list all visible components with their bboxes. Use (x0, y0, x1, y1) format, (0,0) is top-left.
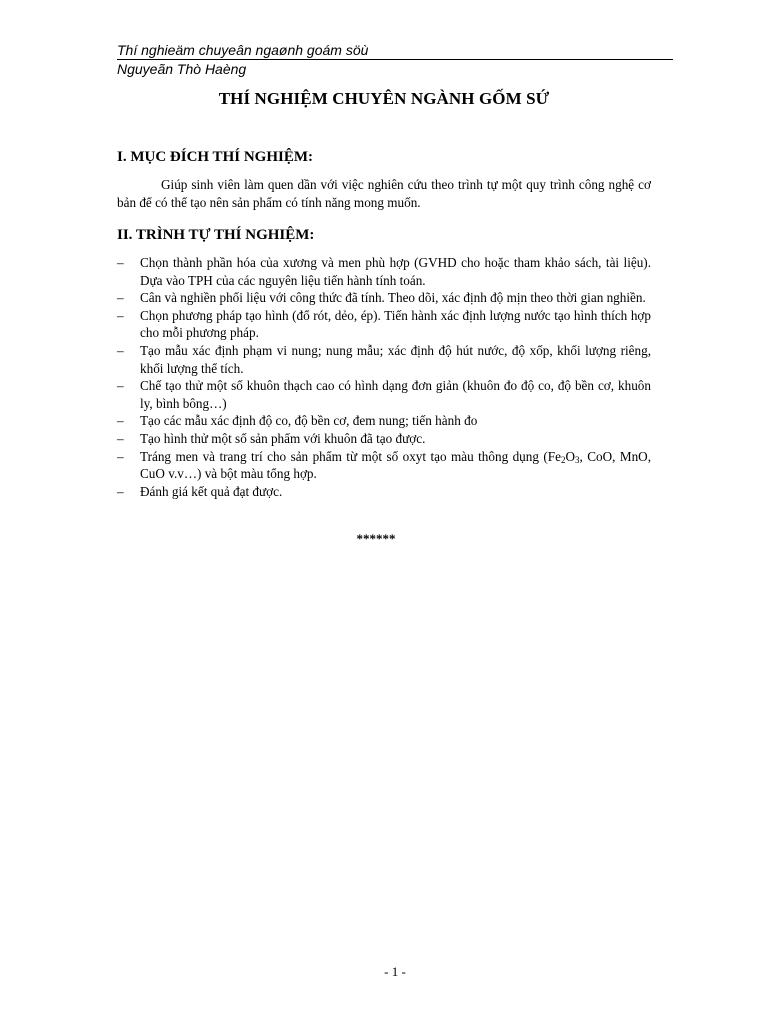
dash-bullet: – (117, 483, 124, 499)
list-item-text: Cân và nghiền phối liệu với công thức đã tính. Theo dõi, xác định độ mịn theo thời gian nghiền. (140, 290, 646, 306)
page-number: - 1 - (384, 964, 406, 979)
list-item-text: Chọn thành phần hóa của xương và men phù hợp (GVHD cho hoặc tham khảo sách, tài liệu). Dựa vào TPH của các nguyên liệu tiến hành tính toán. (140, 255, 651, 288)
dash-bullet: – (117, 448, 124, 464)
list-item (117, 307, 651, 342)
list-item (117, 483, 651, 501)
list-item-text: Tráng men và trang trí cho sản phẩm từ một số oxyt tạo màu thông dụng ($Fe_2O_3$, CoO, MnO, CuO v.v…) và bột màu tổng hợp. (140, 448, 651, 482)
dash-bullet: – (117, 255, 124, 270)
dash-bullet: – (117, 413, 124, 429)
list-item-text: Tạo hình thử một số sản phẩm với khuôn đã tạo được. (140, 430, 426, 446)
list-item-text: Tạo mẫu xác định phạm vi nung; nung mẫu; xác định độ hút nước, độ xốp, khối lượng riêng, khối lượng thể tích. (140, 342, 651, 376)
document-title: THÍ NGHIỆM CHUYÊN NGÀNH GỐM SỨ (218, 89, 550, 108)
list-item (117, 412, 651, 430)
header-course-title: Thí nghieäm chuyeân ngaønh goám söù (117, 42, 673, 60)
section-heading-procedure: II. TRÌNH TỰ THÍ NGHIỆM: (117, 227, 315, 243)
list-item (117, 342, 651, 377)
list-item (117, 254, 651, 289)
purpose-paragraph: Giúp sinh viên làm quen dần với việc nghiên cứu theo trình tự một quy trình công nghệ cơ bản để có thể tạo nên sản phẩm có tính năng mong muốn. (117, 177, 651, 210)
list-item-text: Đánh giá kết quả đạt được. (140, 483, 283, 499)
list-item (117, 289, 651, 307)
section-heading-purpose: I. MỤC ĐÍCH THÍ NGHIỆM: (117, 149, 313, 165)
list-item (117, 430, 651, 448)
dash-bullet: – (117, 307, 124, 323)
list-item-text: Chọn phương pháp tạo hình (đổ rót, dẻo, ép). Tiến hành xác định lượng nước tạo hình thích hợp cho mỗi phương pháp. (140, 307, 651, 341)
dash-bullet: – (117, 378, 124, 394)
list-item-glaze (117, 448, 651, 483)
dash-bullet: – (117, 342, 124, 358)
section-separator: ****** (356, 531, 396, 546)
page-header (117, 42, 673, 78)
list-item-text: Chế tạo thử một số khuôn thạch cao có hình dạng đơn giản (khuôn đo độ co, độ bền cơ, khuôn ly, bình bông…) (140, 378, 651, 411)
dash-bullet: – (117, 430, 124, 446)
list-item-text: Tạo các mẫu xác định độ co, độ bền cơ, đem nung; tiến hành đo (140, 413, 478, 429)
list-item (117, 377, 651, 412)
header-author: Nguyeãn Thò Haèng (117, 61, 247, 77)
procedure-list (117, 254, 651, 500)
dash-bullet: – (117, 290, 124, 306)
